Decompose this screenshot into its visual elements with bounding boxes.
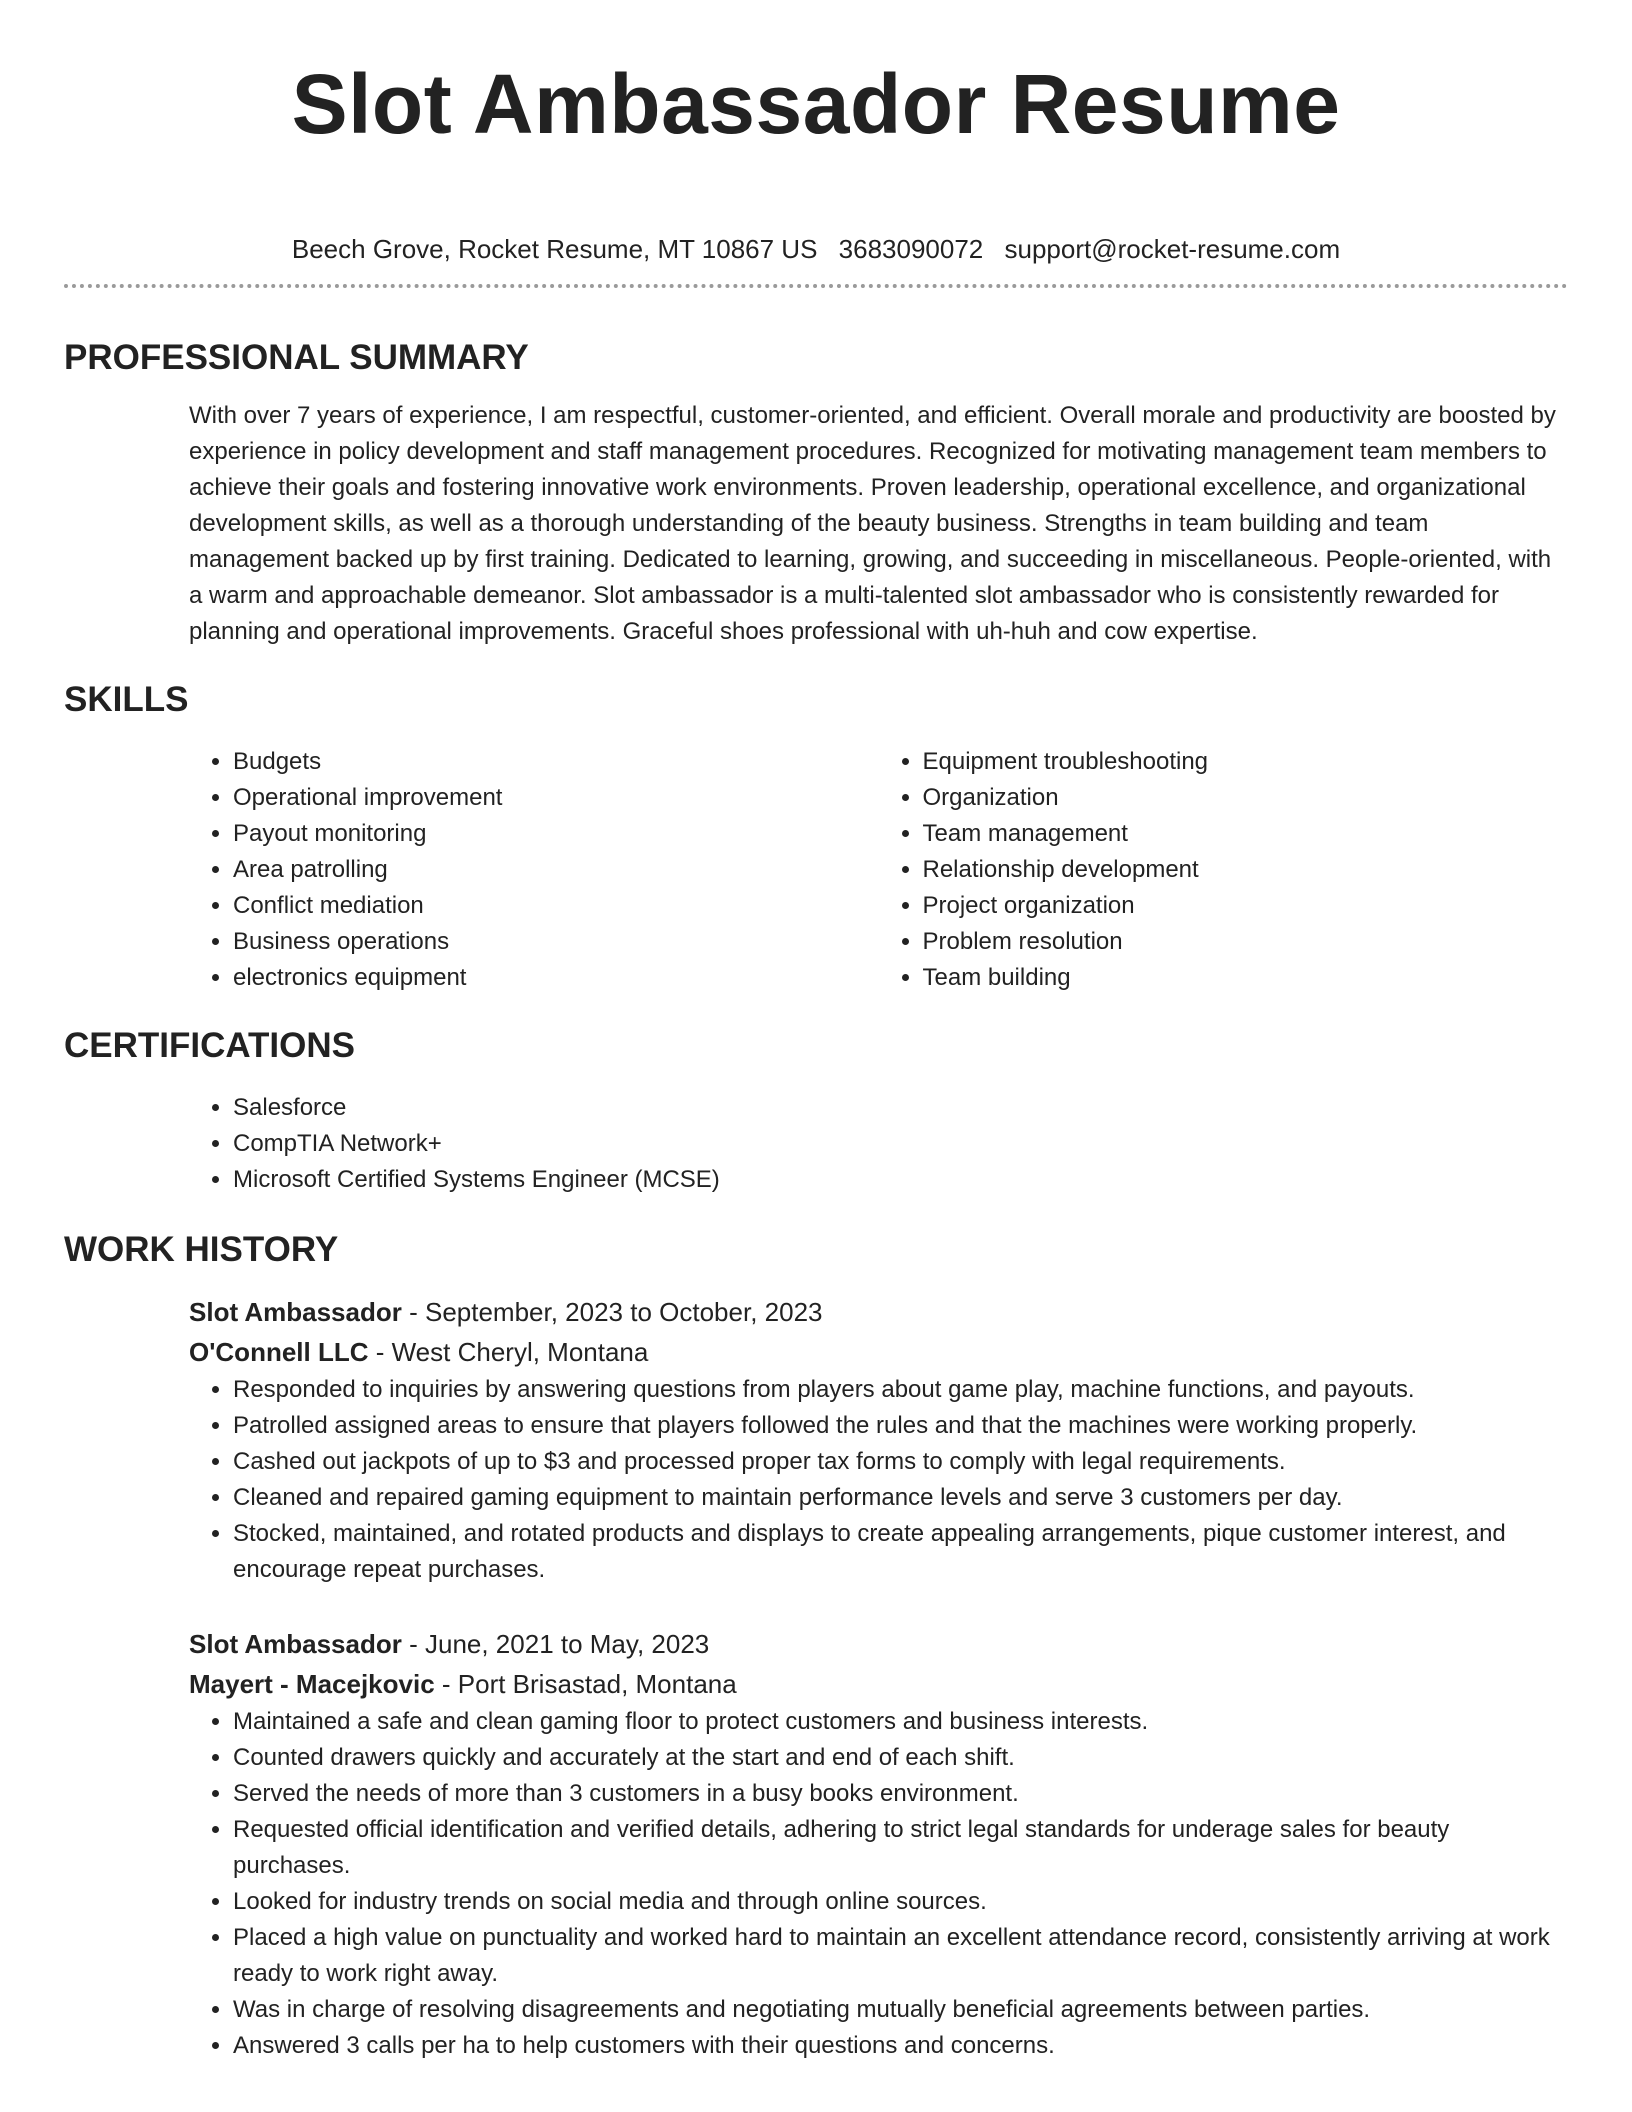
work-history-heading: WORK HISTORY xyxy=(64,1230,339,1269)
skill-item: • Budgets xyxy=(233,744,879,780)
job-duty: • Patrolled assigned areas to ensure that players followed the rules and that the machines were working properly. xyxy=(233,1408,1568,1444)
job-company: Mayert - Macejkovic xyxy=(189,1669,435,1699)
certifications-section xyxy=(64,1024,1568,1198)
job-location: - Port Brisastad, Montana xyxy=(434,1669,737,1699)
certifications-heading: CERTIFICATIONS xyxy=(64,1026,356,1065)
skill-item: • Team management xyxy=(923,816,1569,852)
job-duty: • Placed a high value on punctuality and worked hard to maintain an excellent attendance record, consistently arriving at work ready to work right away. xyxy=(233,1920,1568,1992)
job-duty: • Requested official identification and verified details, adhering to strict legal standards for underage sales for beauty purchases. xyxy=(233,1812,1568,1884)
summary-heading: PROFESSIONAL SUMMARY xyxy=(64,338,529,377)
job-duty: • Was in charge of resolving disagreements and negotiating mutually beneficial agreements between parties. xyxy=(233,1992,1568,2028)
work-history-section xyxy=(64,1228,1568,2064)
summary-text: With over 7 years of experience, I am respectful, customer-oriented, and efficient. Overall morale and productivity are boosted by experience in policy development and staff management procedures. Recognized for motivating management team members to achieve their goals and fostering innovative work environments. Proven leadership, operational excellence, and organizational development skills, as well as a thorough understanding of the beauty business. Strengths in team building and team management backed up by first training. Dedicated to learning, growing, and succeeding in miscellaneous. People-oriented, with a warm and approachable demeanor. Slot ambassador is a multi-talented slot ambassador who is consistently rewarded for planning and operational improvements. Graceful shoes professional with uh-huh and cow expertise. xyxy=(189,402,1556,645)
skills-list-right xyxy=(879,744,1569,996)
job-duty: • Stocked, maintained, and rotated products and displays to create appealing arrangements, pique customer interest, and encourage repeat purchases. xyxy=(233,1516,1568,1588)
job-duty: • Answered 3 calls per ha to help customers with their questions and concerns. xyxy=(233,2028,1568,2064)
job-location: - West Cheryl, Montana xyxy=(368,1337,649,1367)
contact-line xyxy=(64,232,1568,266)
skill-item: • Payout monitoring xyxy=(233,816,879,852)
job-title: Slot Ambassador xyxy=(189,1297,402,1327)
job-duty: • Looked for industry trends on social media and through online sources. xyxy=(233,1884,1568,1920)
job-entry xyxy=(189,1624,1568,2064)
certification-item: • CompTIA Network+ xyxy=(233,1126,1568,1162)
job-duty: • Maintained a safe and clean gaming floor to protect customers and business interests. xyxy=(233,1704,1568,1740)
contact-email: support@rocket-resume.com xyxy=(1004,234,1341,264)
job-entry xyxy=(189,1292,1568,1588)
job-duty: • Counted drawers quickly and accurately at the start and end of each shift. xyxy=(233,1740,1568,1776)
job-company: O'Connell LLC xyxy=(189,1337,369,1367)
job-title-line xyxy=(189,1292,1568,1332)
skill-item: • Project organization xyxy=(923,888,1569,924)
skill-item: • Operational improvement xyxy=(233,780,879,816)
skills-grid xyxy=(189,744,1568,996)
skills-list-left xyxy=(189,744,879,996)
job-duty: • Cashed out jackpots of up to $3 and processed proper tax forms to comply with legal requirements. xyxy=(233,1444,1568,1480)
skill-item: • Team building xyxy=(923,960,1569,996)
resume-title: Slot Ambassador Resume xyxy=(291,57,1341,151)
contact-address: Beech Grove, Rocket Resume, MT 10867 US xyxy=(291,234,818,264)
job-title-line xyxy=(189,1624,1568,1664)
job-duty: • Responded to inquiries by answering questions from players about game play, machine functions, and payouts. xyxy=(233,1372,1568,1408)
job-company-line xyxy=(189,1664,1568,1704)
job-company-line xyxy=(189,1332,1568,1372)
skill-item: • Business operations xyxy=(233,924,879,960)
skill-item: • Equipment troubleshooting xyxy=(923,744,1569,780)
skill-item: • Conflict mediation xyxy=(233,888,879,924)
skill-item: • Area patrolling xyxy=(233,852,879,888)
skill-item: • Organization xyxy=(923,780,1569,816)
header-divider xyxy=(64,284,1568,288)
skills-section xyxy=(64,678,1568,996)
contact-phone: 3683090072 xyxy=(838,234,984,264)
skill-item: • electronics equipment xyxy=(233,960,879,996)
certification-item: • Salesforce xyxy=(233,1090,1568,1126)
summary-section xyxy=(64,336,1568,650)
skill-item: • Problem resolution xyxy=(923,924,1569,960)
job-dates: - September, 2023 to October, 2023 xyxy=(401,1297,823,1327)
job-duty: • Cleaned and repaired gaming equipment to maintain performance levels and serve 3 customers per day. xyxy=(233,1480,1568,1516)
skills-heading: SKILLS xyxy=(64,680,189,719)
job-dates: - June, 2021 to May, 2023 xyxy=(401,1629,710,1659)
job-duties-list xyxy=(189,1372,1568,1588)
job-title: Slot Ambassador xyxy=(189,1629,402,1659)
certification-item: • Microsoft Certified Systems Engineer (MCSE) xyxy=(233,1162,1568,1198)
certifications-list xyxy=(189,1090,1568,1198)
skill-item: • Relationship development xyxy=(923,852,1569,888)
job-duty: • Served the needs of more than 3 customers in a busy books environment. xyxy=(233,1776,1568,1812)
job-duties-list xyxy=(189,1704,1568,2064)
